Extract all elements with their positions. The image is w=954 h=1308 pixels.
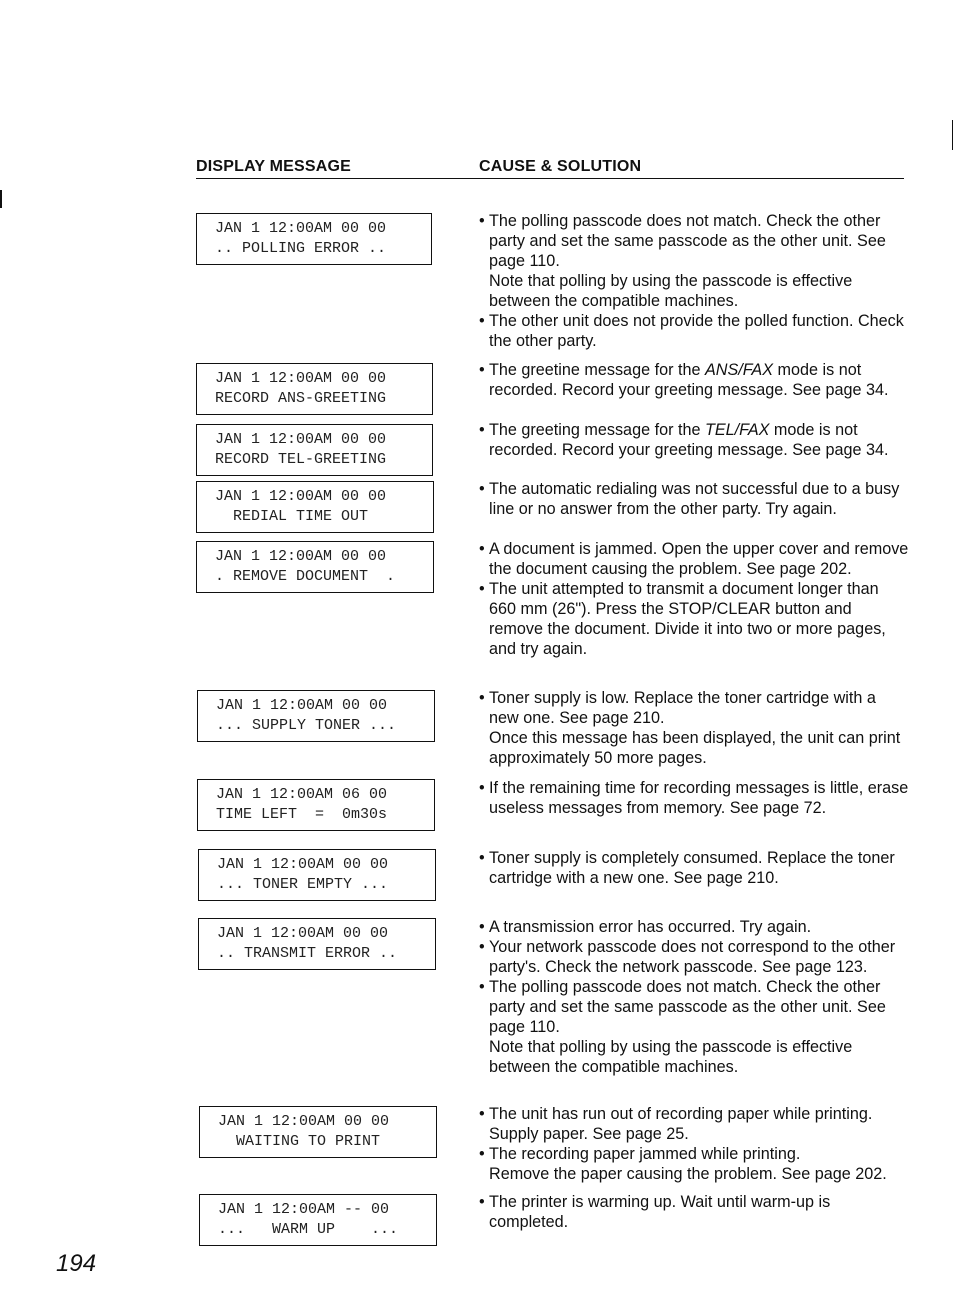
text-segment: The unit has run out of recording paper while printing. Supply paper. See page 25. (489, 1105, 873, 1143)
bullet-icon: • (479, 312, 485, 330)
text-segment: mode is not recorded. Record your greeting message. See page 34. (489, 361, 889, 399)
lcd-date-line: JAN 1 12:00AM -- 00 (218, 1201, 390, 1218)
lcd-message-line: .. POLLING ERROR .. (215, 240, 387, 257)
lcd-display (199, 1106, 437, 1158)
lcd-message-line: .. TRANSMIT ERROR .. (217, 945, 398, 962)
note-text (479, 728, 909, 768)
bullet-icon: • (479, 689, 485, 707)
cause-solution-text (479, 848, 909, 888)
bullet-item (479, 917, 909, 937)
lcd-date-line: JAN 1 12:00AM 00 00 (215, 548, 387, 565)
lcd-display (196, 481, 434, 533)
lcd-display (197, 690, 435, 742)
lcd-display (198, 918, 436, 970)
lcd-message-line: WAITING TO PRINT (218, 1133, 381, 1150)
text-segment: The polling passcode does not match. Check the other party and set the same passcode as the other unit. See page 110. (489, 978, 886, 1036)
text-segment: A document is jammed. Open the upper cover and remove the document causing the problem. See page 202. (489, 540, 909, 578)
cause-solution-text (479, 420, 909, 460)
text-segment: A transmission error has occurred. Try again. (489, 918, 812, 936)
bullet-item (479, 360, 909, 400)
bullet-icon: • (479, 918, 485, 936)
bullet-item (479, 937, 909, 977)
lcd-display (196, 213, 432, 265)
bullet-item (479, 688, 909, 728)
lcd-date-line: JAN 1 12:00AM 00 00 (215, 370, 387, 387)
text-segment: Note that polling by using the passcode is effective between the compatible machines. (489, 1038, 853, 1076)
note-text (479, 1037, 909, 1077)
lcd-display (198, 849, 436, 901)
bullet-item (479, 1144, 909, 1164)
cause-solution-text (479, 778, 909, 818)
display-message-header: DISPLAY MESSAGE (196, 158, 352, 175)
cause-solution-text (479, 917, 909, 1077)
text-segment: The polling passcode does not match. Check the other party and set the same passcode as the other unit. See page 110. (489, 212, 886, 270)
mode-name: TEL/FAX (704, 421, 770, 439)
cause-solution-header: CAUSE & SOLUTION (479, 158, 642, 175)
text-segment: The other unit does not provide the polled function. Check the other party. (489, 312, 904, 350)
text-segment: Your network passcode does not correspond to the other party's. Check the network passcode. See page 123. (489, 938, 896, 976)
bullet-item (479, 848, 909, 888)
bullet-icon: • (479, 938, 485, 956)
text-segment: Toner supply is completely consumed. Replace the toner cartridge with a new one. See page 210. (489, 849, 895, 887)
bullet-icon: • (479, 978, 485, 996)
bullet-item (479, 479, 909, 519)
cause-solution-text (479, 1192, 909, 1232)
text-segment: The greetine message for the (489, 361, 705, 379)
lcd-date-line: JAN 1 12:00AM 00 00 (215, 431, 387, 448)
bullet-item (479, 579, 909, 659)
bullet-icon: • (479, 421, 485, 439)
lcd-date-line: JAN 1 12:00AM 00 00 (218, 1113, 390, 1130)
text-segment: Note that polling by using the passcode is effective between the compatible machines. (489, 272, 853, 310)
bullet-item (479, 539, 909, 579)
lcd-display (196, 424, 433, 476)
lcd-message-line: REDIAL TIME OUT (215, 508, 369, 525)
bullet-icon: • (479, 849, 485, 867)
cause-solution-text (479, 1104, 909, 1184)
bullet-icon: • (479, 1145, 485, 1163)
cause-solution-text (479, 688, 909, 768)
bullet-icon: • (479, 480, 485, 498)
text-segment: The greeting message for the (489, 421, 705, 439)
text-segment: The printer is warming up. Wait until warm-up is completed. (489, 1193, 831, 1231)
cause-solution-text (479, 360, 909, 400)
bullet-item (479, 778, 909, 818)
bullet-item (479, 977, 909, 1037)
bullet-icon: • (479, 212, 485, 230)
text-segment: The recording paper jammed while printing. (489, 1145, 801, 1163)
note-text (479, 1164, 909, 1184)
lcd-message-line: ... TONER EMPTY ... (217, 876, 389, 893)
bullet-icon: • (479, 779, 485, 797)
lcd-date-line: JAN 1 12:00AM 00 00 (217, 925, 389, 942)
note-text (479, 271, 909, 311)
text-segment: Remove the paper causing the problem. See page 202. (489, 1165, 887, 1183)
lcd-message-line: ... SUPPLY TONER ... (216, 717, 397, 734)
bullet-icon: • (479, 580, 485, 598)
bullet-icon: • (479, 1193, 485, 1211)
scan-edge-mark (0, 190, 2, 208)
lcd-message-line: ... WARM UP ... (218, 1221, 399, 1238)
bullet-item (479, 311, 909, 351)
cause-solution-text (479, 211, 909, 351)
bullet-icon: • (479, 540, 485, 558)
bullet-item (479, 1104, 909, 1144)
bullet-icon: • (479, 361, 485, 379)
lcd-display (196, 363, 433, 415)
lcd-display (199, 1194, 437, 1246)
scan-edge-mark (952, 120, 953, 150)
text-segment: The automatic redialing was not successful due to a busy line or no answer from the other party. Try again. (489, 480, 900, 518)
lcd-message-line: RECORD ANS-GREETING (215, 390, 387, 407)
lcd-date-line: JAN 1 12:00AM 00 00 (217, 856, 389, 873)
text-segment: Toner supply is low. Replace the toner cartridge with a new one. See page 210. (489, 689, 876, 727)
lcd-date-line: JAN 1 12:00AM 00 00 (215, 220, 387, 237)
lcd-message-line: RECORD TEL-GREETING (215, 451, 387, 468)
lcd-message-line: . REMOVE DOCUMENT . (215, 568, 396, 585)
bullet-icon: • (479, 1105, 485, 1123)
lcd-message-line: TIME LEFT = 0m30s (216, 806, 388, 823)
mode-name: ANS/FAX (704, 361, 774, 379)
text-segment: If the remaining time for recording messages is little, erase useless messages from memory. See page 72. (489, 779, 909, 817)
cause-solution-text (479, 539, 909, 659)
lcd-date-line: JAN 1 12:00AM 06 00 (216, 786, 388, 803)
text-segment: mode is not recorded. Record your greeting message. See page 34. (489, 421, 889, 459)
lcd-display (197, 779, 435, 831)
bullet-item (479, 420, 909, 460)
text-segment: Once this message has been displayed, the unit can print approximately 50 more pages. (489, 729, 901, 767)
text-segment: The unit attempted to transmit a document longer than 660 mm (26"). Press the STOP/CLEAR button and remove the document. Divide it into two or more pages, and try again. (489, 580, 886, 658)
lcd-display (196, 541, 434, 593)
lcd-date-line: JAN 1 12:00AM 00 00 (216, 697, 388, 714)
bullet-item (479, 211, 909, 271)
header-rule (196, 178, 904, 179)
bullet-item (479, 1192, 909, 1232)
page-number: 194 (56, 1250, 97, 1277)
lcd-date-line: JAN 1 12:00AM 00 00 (215, 488, 387, 505)
cause-solution-text (479, 479, 909, 519)
